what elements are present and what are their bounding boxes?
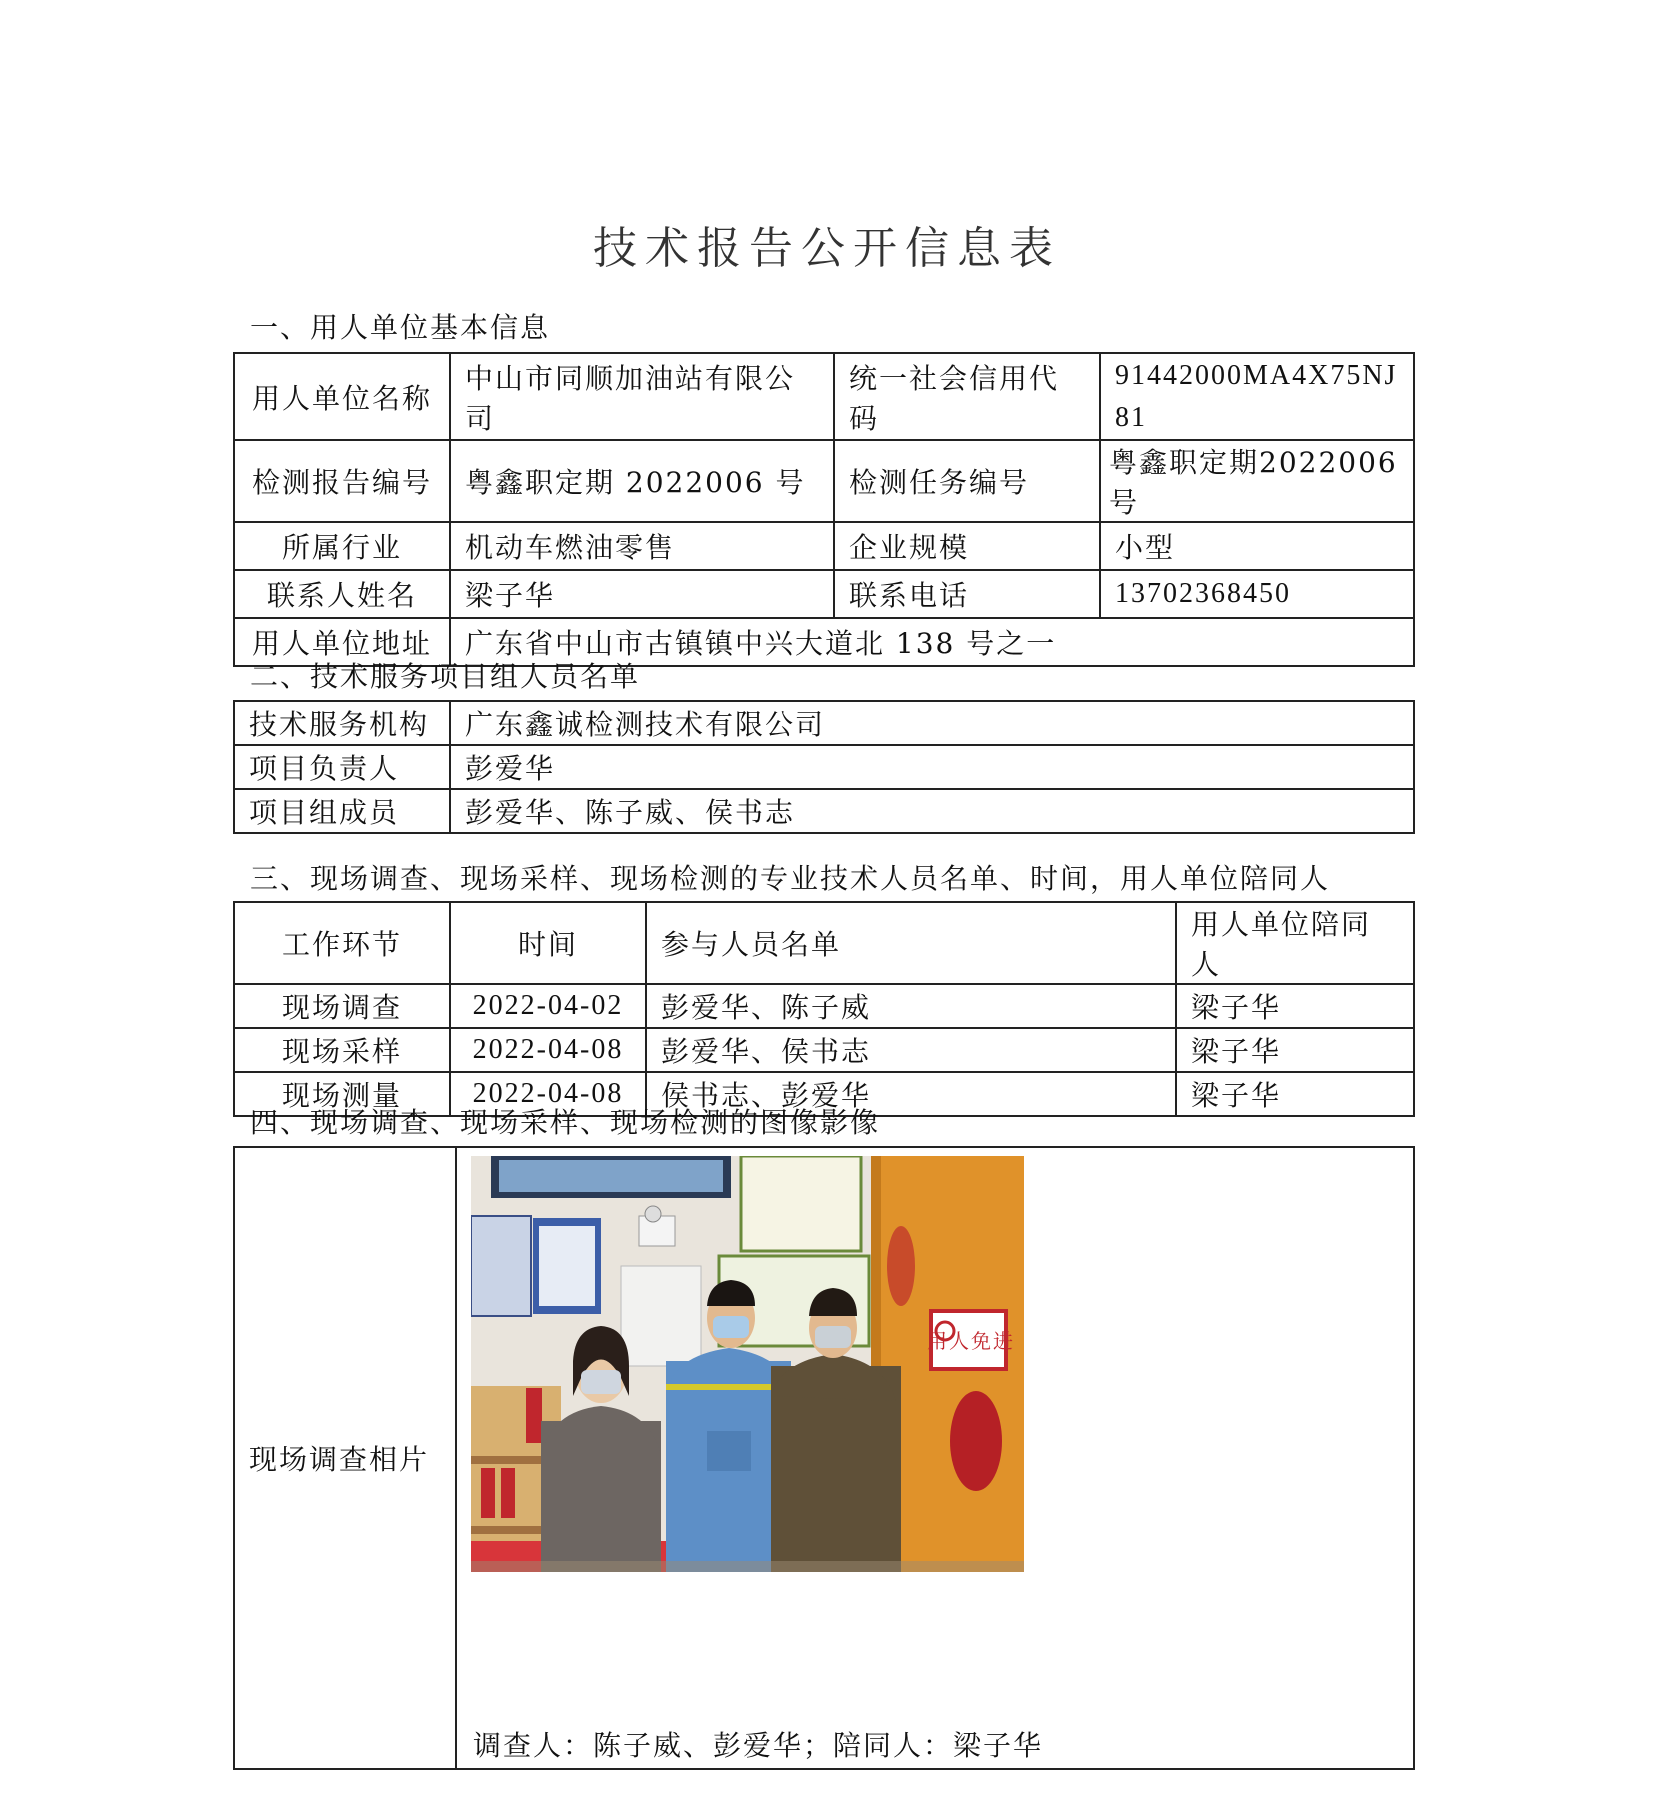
label-cell: 用人单位名称 — [234, 353, 450, 440]
value-cell: 广东鑫诚检测技术有限公司 — [450, 701, 1414, 745]
address-cell: 广东省中山市古镇镇中兴大道北 138 号之一 — [450, 618, 1414, 666]
label-cell: 检测报告编号 — [234, 440, 450, 522]
companion-cell: 梁子华 — [1176, 1028, 1414, 1072]
section1-heading: 一、用人单位基本信息 — [250, 311, 551, 344]
participants-cell: 彭爱华、侯书志 — [646, 1028, 1176, 1072]
basic-info-table — [233, 352, 1415, 667]
section4-heading: 四、现场调查、现场采样、现场检测的图像影像 — [250, 1106, 881, 1139]
table-row — [234, 1147, 1414, 1769]
date-cell: 2022-04-08 — [450, 1028, 646, 1072]
label-cell: 联系人姓名 — [234, 570, 450, 618]
value-cell: 粤鑫职定期 2022006 号 — [450, 440, 834, 522]
value-cell: 彭爱华、陈子威、侯书志 — [450, 789, 1414, 833]
date-cell: 2022-04-08 — [450, 1072, 646, 1116]
stage-cell: 现场调查 — [234, 984, 450, 1028]
stage-cell: 现场测量 — [234, 1072, 450, 1116]
value-cell: 粤鑫职定期2022006号 — [1100, 440, 1414, 522]
team-table — [233, 700, 1415, 834]
table-row — [234, 353, 1414, 440]
label-cell: 技术服务机构 — [234, 701, 450, 745]
header-cell: 参与人员名单 — [646, 902, 1176, 984]
table-row — [234, 570, 1414, 618]
site-survey-photo — [471, 1156, 1024, 1572]
label-cell: 联系电话 — [834, 570, 1100, 618]
participants-cell: 彭爱华、陈子威 — [646, 984, 1176, 1028]
label-cell: 项目组成员 — [234, 789, 450, 833]
table-header-row — [234, 902, 1414, 984]
value-cell: 小型 — [1100, 522, 1414, 570]
phone-cell: 13702368450 — [1100, 570, 1414, 618]
table-row — [234, 789, 1414, 833]
header-cell: 用人单位陪同人 — [1176, 902, 1414, 984]
companion-cell: 梁子华 — [1176, 1072, 1414, 1116]
table-row — [234, 522, 1414, 570]
participants-cell: 侯书志、彭爱华 — [646, 1072, 1176, 1116]
table-row — [234, 984, 1414, 1028]
date-cell: 2022-04-02 — [450, 984, 646, 1028]
label-cell: 项目负责人 — [234, 745, 450, 789]
label-cell: 企业规模 — [834, 522, 1100, 570]
photo-caption: 调查人：陈子威、彭爱华；陪同人：梁子华 — [473, 1729, 1044, 1762]
photo-cell — [456, 1147, 1414, 1769]
section3-heading: 三、现场调查、现场采样、现场检测的专业技术人员名单、时间，用人单位陪同人 — [250, 862, 1331, 895]
photo-label-cell: 现场调查相片 — [234, 1147, 456, 1769]
label-cell: 统一社会信用代码 — [834, 353, 1100, 440]
table-row — [234, 745, 1414, 789]
table-row — [234, 701, 1414, 745]
header-cell: 工作环节 — [234, 902, 450, 984]
header-cell: 时间 — [450, 902, 646, 984]
no-entry-sign-text: 用人免进 — [927, 1329, 1015, 1353]
value-cell: 中山市同顺加油站有限公司 — [450, 353, 834, 440]
value-cell: 梁子华 — [450, 570, 834, 618]
photo-table — [233, 1146, 1415, 1770]
value-cell: 机动车燃油零售 — [450, 522, 834, 570]
table-row — [234, 440, 1414, 522]
label-cell: 用人单位地址 — [234, 618, 450, 666]
value-cell: 彭爱华 — [450, 745, 1414, 789]
companion-cell: 梁子华 — [1176, 984, 1414, 1028]
section2-heading: 二、技术服务项目组人员名单 — [250, 660, 641, 693]
credit-code-cell: 91442000MA4X75NJ81 — [1100, 353, 1414, 440]
page-title: 技术报告公开信息表 — [593, 223, 1061, 274]
fieldwork-table — [233, 901, 1415, 1117]
stage-cell: 现场采样 — [234, 1028, 450, 1072]
label-cell: 所属行业 — [234, 522, 450, 570]
table-row — [234, 1028, 1414, 1072]
label-cell: 检测任务编号 — [834, 440, 1100, 522]
